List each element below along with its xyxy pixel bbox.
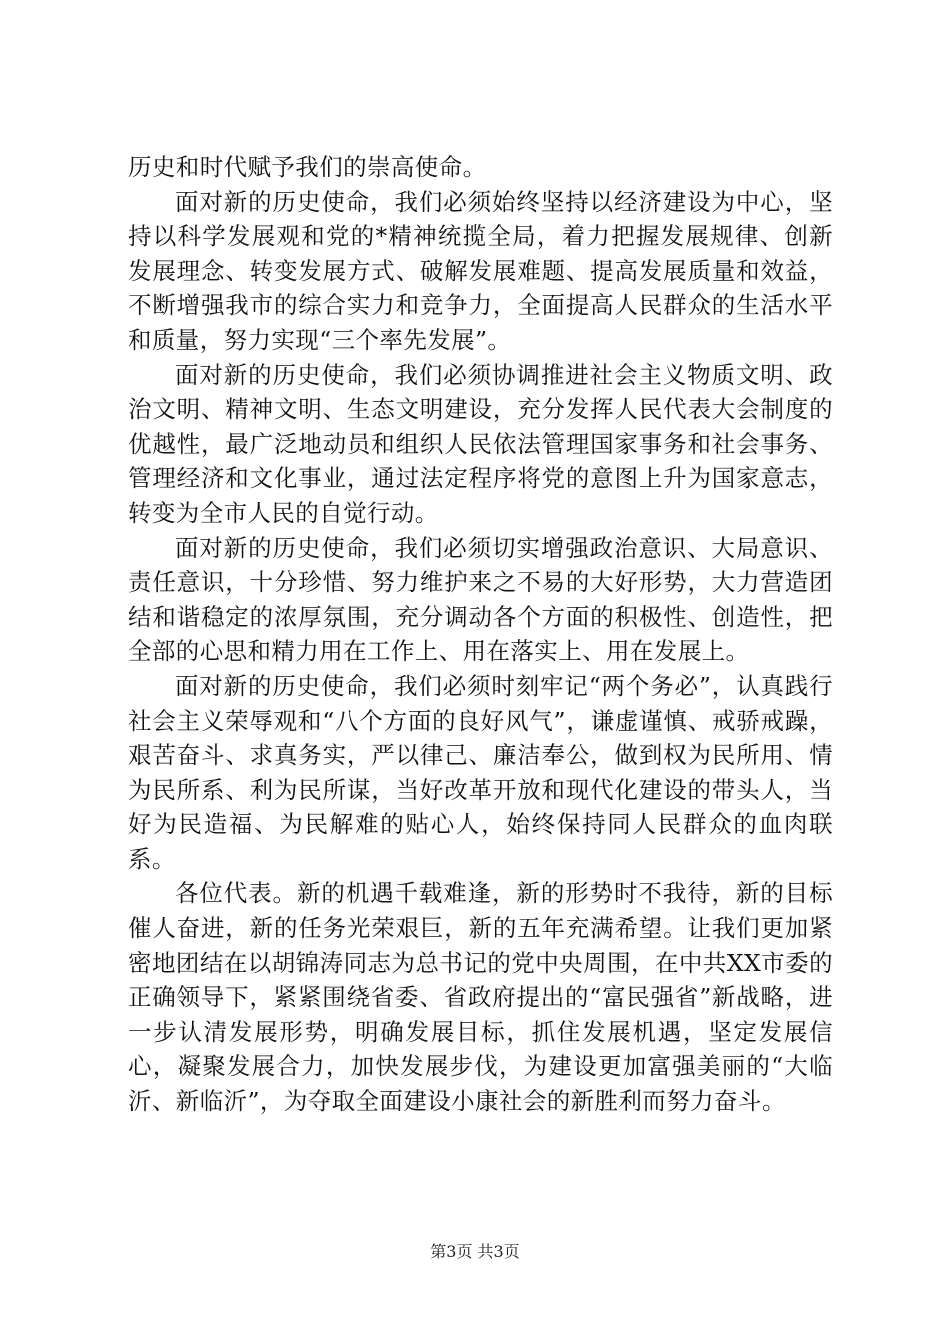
paragraph-civilization-building: 面对新的历史使命，我们必须协调推进社会主义物质文明、政治文明、精神文明、生态文明建设，充分发挥人民代表大会制度的优越性，最广泛地动员和组织人民依法管理国家事务和社会事务、管理经济和文化事业，通过法定程序将党的意图上升为国家意志，转变为全市人民的自觉行动。 <box>128 360 833 527</box>
paragraph-continuation: 历史和时代赋予我们的崇高使命。 <box>128 153 487 181</box>
paragraph-economic-development: 面对新的历史使命，我们必须始终坚持以经济建设为中心，坚持以科学发展观和党的*精神统揽全局，着力把握发展规律、创新发展理念、转变发展方式、破解发展难题、提高发展质量和效益，不断增强我市的综合实力和竞争力，全面提高人民群众的生活水平和质量，努力实现“三个率先发展”。 <box>128 187 833 354</box>
paragraph-two-musts: 面对新的历史使命，我们必须时刻牢记“两个务必”，认真践行社会主义荣辱观和“八个方面的良好风气”，谦虚谨慎、戒骄戒躁，艰苦奋斗、求真务实，严以律己、廉洁奉公，做到权为民所用、情为民所系、利为民所谋，当好改革开放和现代化建设的带头人，当好为民造福、为民解难的贴心人，始终保持同人民群众的血肉联系。 <box>128 671 833 873</box>
paragraph-political-awareness: 面对新的历史使命，我们必须切实增强政治意识、大局意识、责任意识，十分珍惜、努力维护来之不易的大好形势，大力营造团结和谐稳定的浓厚氛围，充分调动各个方面的积极性、创造性，把全部的心思和精力用在工作上、用在落实上、用在发展上。 <box>128 533 833 666</box>
document-body <box>128 150 833 1119</box>
paragraph-closing-call: 各位代表。新的机遇千载难逢，新的形势时不我待，新的目标催人奋进，新的任务光荣艰巨，新的五年充满希望。让我们更加紧密地团结在以胡锦涛同志为总书记的党中央周围，在中共XX市委的正确领导下，紧紧围绕省委、省政府提出的“富民强省”新战略，进一步认清发展形势，明确发展目标，抓住发展机遇，坚定发展信心，凝聚发展合力，加快发展步伐，为建设更加富强美丽的“大临沂、新临沂”，为夺取全面建设小康社会的新胜利而努力奋斗。 <box>128 879 833 1116</box>
page-number-footer: 第3页 共3页 <box>430 1242 520 1261</box>
